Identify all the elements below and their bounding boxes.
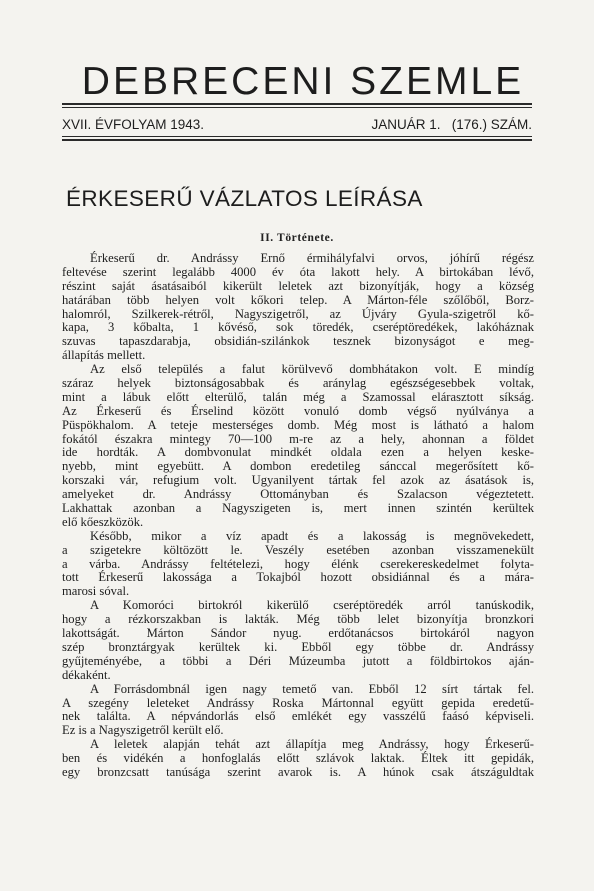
- masthead-rule-bottom-thin: [62, 136, 532, 137]
- text-line: állapítás mellett.: [62, 348, 146, 363]
- section-title: II. Története.: [260, 232, 334, 244]
- volume-year: XVII. ÉVFOLYAM 1943.: [62, 117, 205, 132]
- text-line: száraz helyek biztonságosabbak és aránylag egészségesebbek voltak,: [62, 376, 534, 391]
- text-line: szép bronztárgyak kerültek ki. Ebből egy többe dr. Andrássy: [62, 639, 534, 654]
- article-title: ÉRKESERŰ VÁZLATOS LEÍRÁSA: [66, 186, 423, 211]
- text-line: Az első település a falut körülvevő dombhátakon volt. E mindíg: [90, 362, 534, 377]
- text-line: A leletek alapján tehát azt állapítja meg Andrássy, hogy Érkeserű-: [90, 737, 534, 752]
- text-line: egy bronzcsatt tanúsága szerint avarok is. A húnok csak átszáguldtak: [62, 764, 534, 779]
- text-line: határában több helyen volt kőkori telep. A Márton-féle szőlőből, Borz-: [62, 292, 534, 307]
- text-line: a szigetekre költözött le. Veszély esetében azonban visszamenekült: [62, 542, 534, 557]
- masthead-rule-top-thick: [62, 103, 532, 105]
- text-line: feltevése szerint legalább 4000 év óta lakott hely. A birtokában lévő,: [62, 264, 534, 279]
- text-line: Érkeserű dr. Andrássy Ernő érmihályfalvi orvos, jóhírű régész: [90, 251, 534, 265]
- issue-info-row: [62, 117, 532, 133]
- text-line: ben és vidékén a honfoglalás előtt szlávok laktak. Éltek itt gepidák,: [62, 751, 534, 766]
- text-line: szuvas tapaszdarabja, obsidián-szilánkok tesznek bizonyságot e meg-: [62, 334, 534, 349]
- text-line: részint saját ásatásaiból kikerült leletek azt bizonyítják, hogy a község: [62, 278, 534, 293]
- text-line: A Forrásdombnál igen nagy temető van. Ebből 12 sírt tártak fel.: [90, 681, 534, 696]
- text-line: korszaki vár, refugium volt. Ugyanilyent tártak fel azok az ásatások is,: [62, 473, 534, 488]
- text-line: A szegény leleteket Andrássy Roska Mártonnal együtt gepida eredetű-: [62, 695, 534, 710]
- masthead-rule-top-thin: [62, 107, 532, 108]
- text-line: hogy a rézkorszakban is lakták. Még több lelet bizonyítja bronzkori: [62, 612, 534, 627]
- text-line: gyűjteményébe, a többi a Déri Múzeumba jutott a földbirtokos aján-: [62, 653, 534, 668]
- text-line: nyebb, mint egyebütt. A dombon eredetileg sánccal megerősített kő-: [62, 459, 534, 474]
- text-line: tott Érkeserű lakossága a Tokajból hozott obsidiánnal és a mára-: [62, 570, 534, 585]
- text-line: lakottságát. Márton Sándor nyug. erdőtanácsos birtokáról nagyon: [62, 626, 534, 641]
- text-line: Ez is a Nagyszigetről került elő.: [62, 723, 224, 738]
- issue-date-number: JANUÁR 1. (176.) SZÁM.: [371, 117, 532, 132]
- masthead-rule-bottom-thick: [62, 139, 532, 141]
- text-line: Püspökhalom. A teteje mesterséges domb. Még most is látható a halom: [62, 417, 534, 432]
- text-line: fokától északra mintegy 70—100 m-re az a hely, ahonnan a földet: [62, 431, 534, 446]
- text-line: ide hordták. A dombvonulat mindkét oldala ezen a helyen keske-: [62, 445, 534, 460]
- text-line: A Komoróci birtokról kikerülő cseréptöredék arról tanúskodik,: [90, 598, 534, 613]
- journal-masthead-title: DEBRECENI SZEMLE: [81, 60, 525, 103]
- text-line: nek találta. A népvándorlás első emlékét egy vasszélű faásó képviseli.: [62, 709, 534, 724]
- text-line: elő kőeszközök.: [62, 514, 144, 529]
- text-line: Később, mikor a víz apadt és a lakosság is megnövekedett,: [90, 528, 534, 543]
- text-line: Lakhattak azonban a Nagyszigeten is, mert innen szintén kerültek: [62, 501, 534, 516]
- text-line: marosi sóval.: [62, 584, 130, 599]
- article-body: [62, 252, 534, 780]
- text-line: amelyeket dr. Andrássy Ottományban és Szalacson végeztetett.: [62, 487, 534, 502]
- text-line: halomról, Szilkerek-rétről, Nagyszigetről, az Újváry Gyula-szigetről kő-: [62, 306, 534, 321]
- text-line: Az Érkeserű és Érselind között vonuló domb végső nyúlványa a: [62, 403, 534, 418]
- text-line: mint a lábuk előtt elterülő, talán még a Szamossal elárasztott síkság.: [62, 389, 534, 404]
- text-line: a várba. Andrássy feltételezi, hogy élénk cserekereskedelmet folyta-: [62, 556, 534, 571]
- text-line: kapa, 3 kőbalta, 1 kővéső, sok töredék, cseréptöredékek, lakóháznak: [62, 320, 534, 335]
- text-line: dékaként.: [62, 667, 111, 682]
